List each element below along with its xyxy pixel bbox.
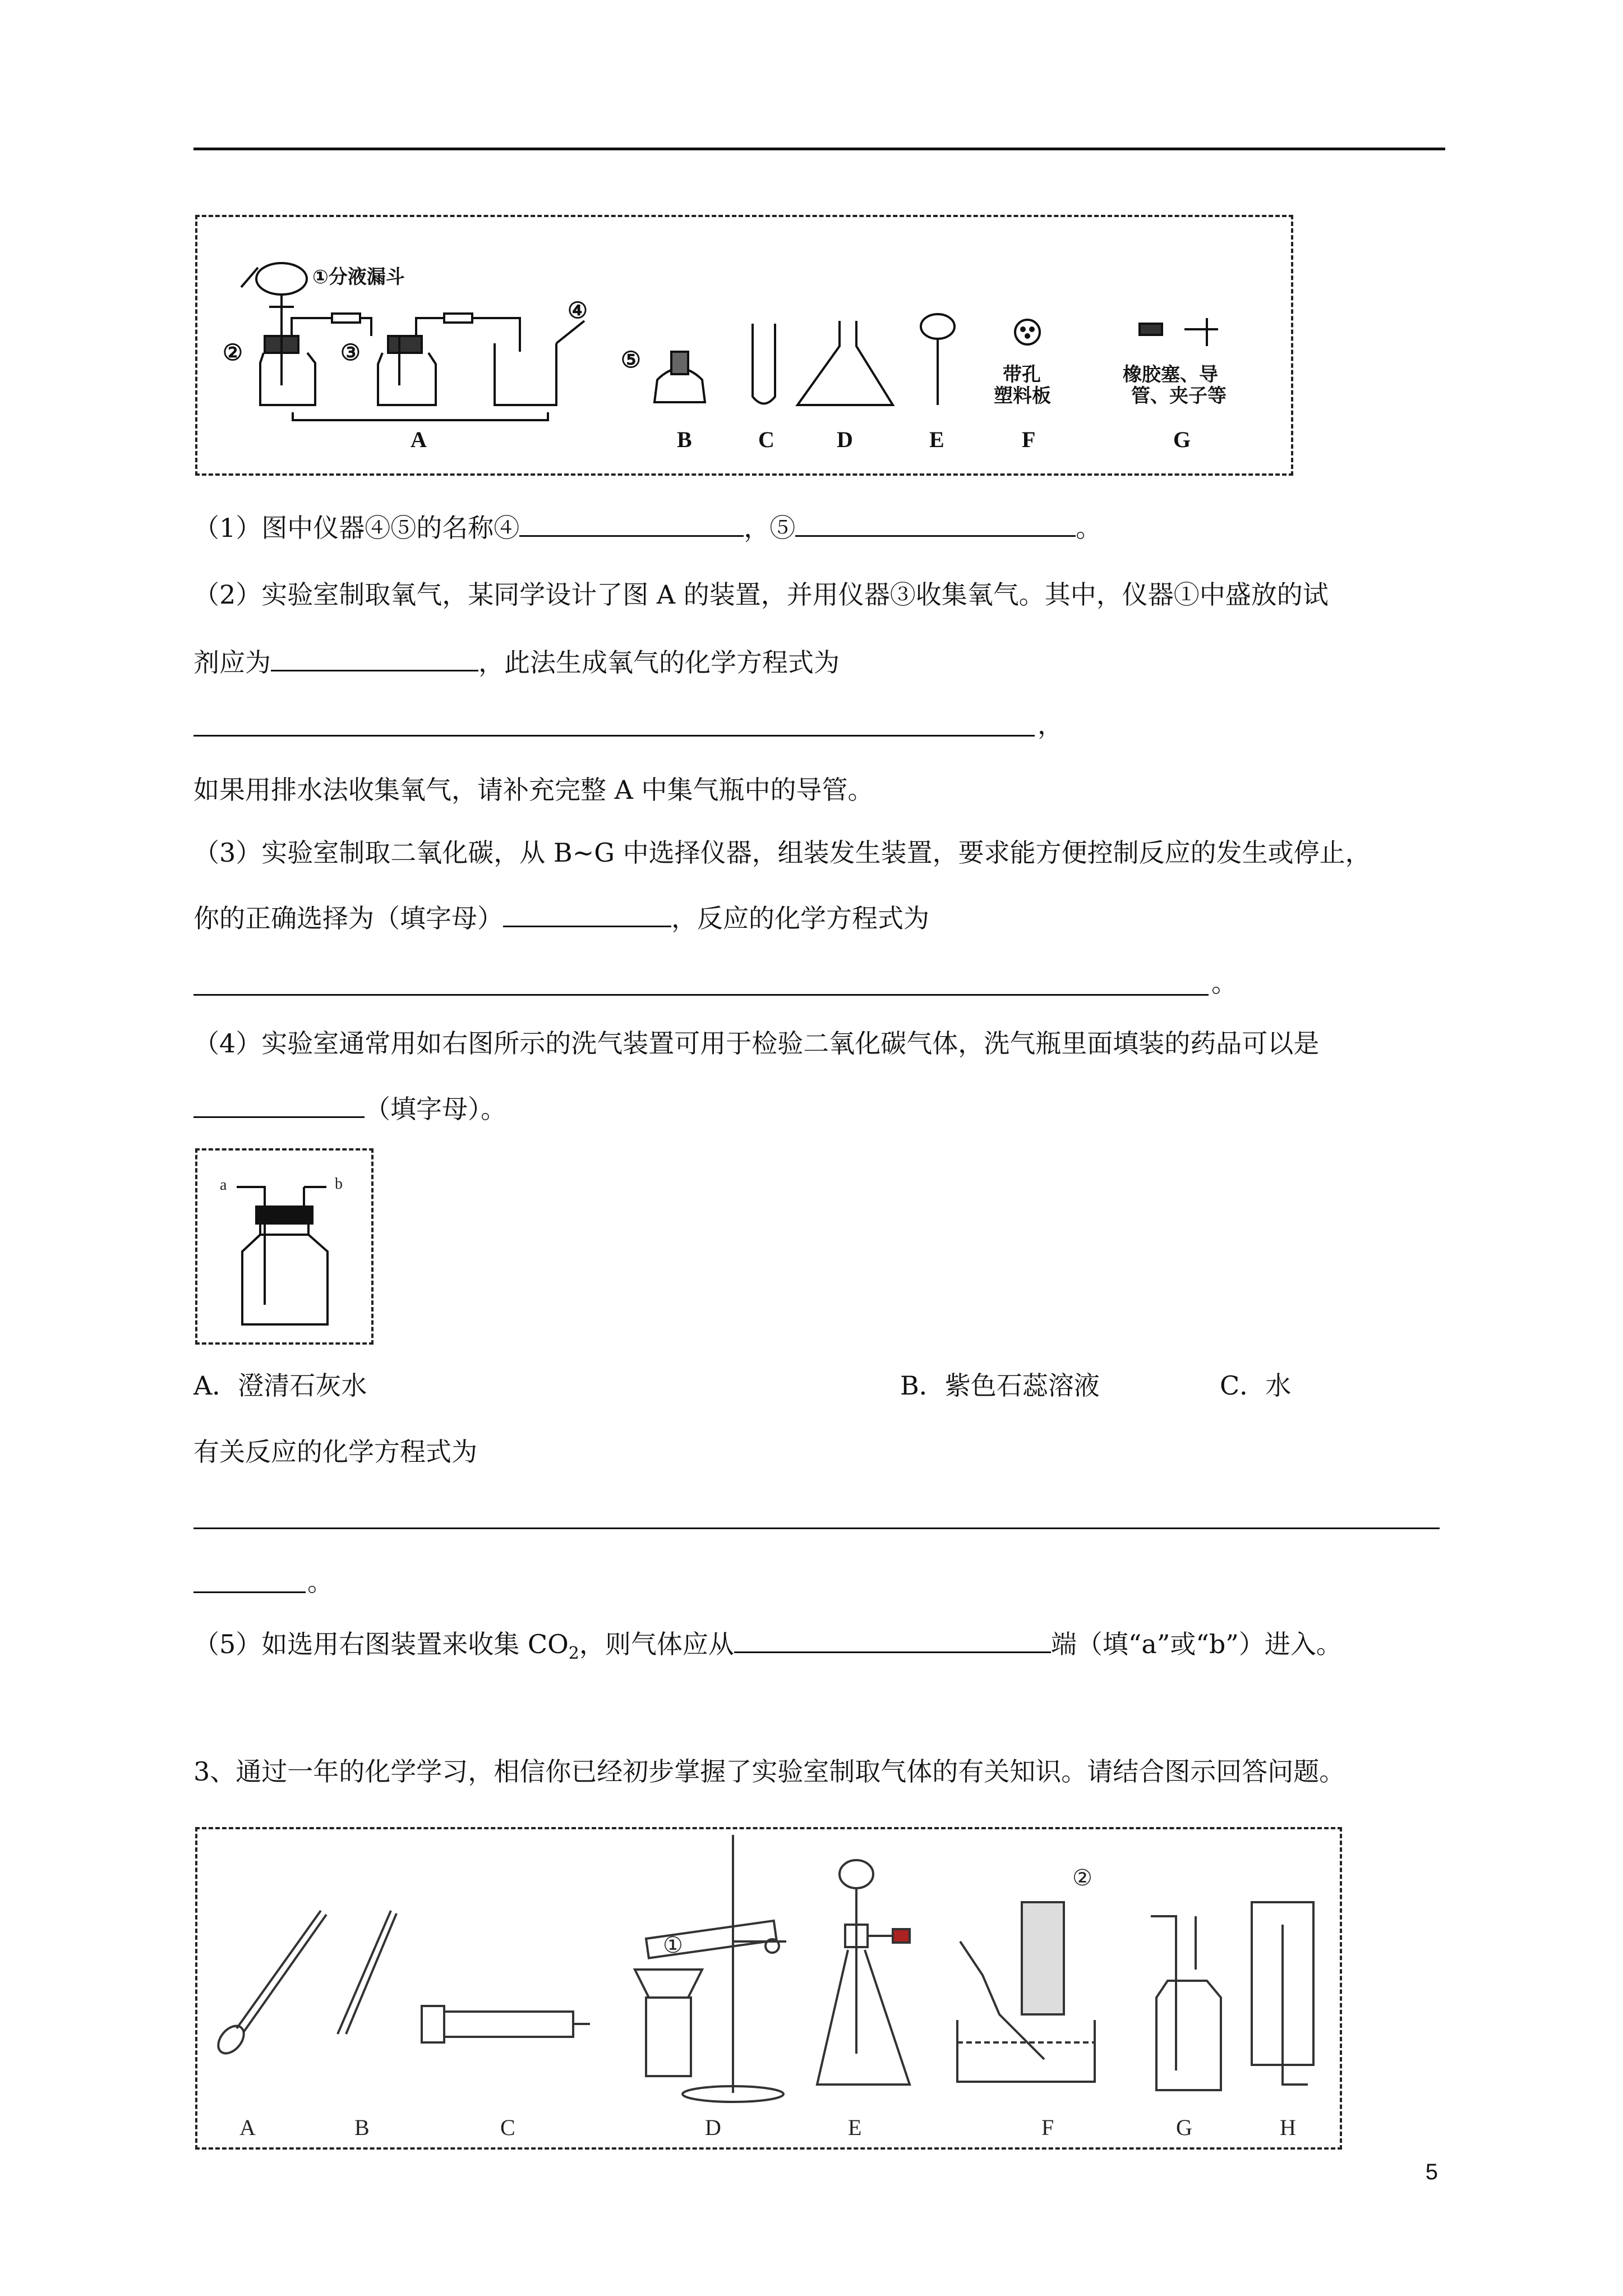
label-F-text1: 带孔 — [1003, 364, 1041, 386]
q3-line1: （3）实验室制取二氧化碳，从 B~G 中选择仪器，组装发生装置，要求能方便控制反应的发生或停止， — [193, 838, 1371, 868]
q4-option-a: A．澄清石灰水 — [193, 1370, 367, 1401]
q3-main-text: 3、通过一年的化学学习，相信你已经初步掌握了实验室制取气体的有关知识。请结合图示回答问题。 — [193, 1756, 1345, 1787]
label-C: C — [758, 427, 774, 452]
label-G-fig3: G — [1176, 2115, 1192, 2140]
label-E-fig3: E — [848, 2115, 862, 2140]
q2-equation-blank[interactable] — [193, 735, 1035, 737]
q1-text-c: 。 — [1076, 513, 1102, 543]
q2-blank-reagent[interactable] — [271, 644, 478, 671]
q2-line2-b: ，此法生成氧气的化学方程式为 — [478, 647, 840, 678]
q5-blank-end[interactable] — [734, 1626, 1051, 1653]
bottle-label-b: b — [335, 1175, 343, 1193]
label-circled-1: ① — [663, 1932, 683, 1958]
q2-line3-end: ， — [1038, 710, 1063, 740]
q1-text-a: （1）图中仪器④⑤的名称④ — [193, 513, 520, 543]
page-number: 5 — [1425, 2160, 1438, 2184]
label-F-text2: 塑料板 — [994, 385, 1051, 407]
label-A: A — [411, 427, 427, 452]
label-G-text2: 管、夹子等 — [1131, 385, 1227, 407]
q5-text-a: （5）如选用右图装置来收集 CO — [193, 1629, 569, 1659]
q1-blank-4[interactable] — [519, 509, 744, 537]
q4-line2-text: （填字母）。 — [365, 1094, 506, 1124]
q1-text-b: ，⑤ — [744, 513, 796, 543]
figure-apparatus-3 — [195, 1827, 1342, 2150]
label-H-fig3: H — [1280, 2115, 1296, 2140]
q1-line — [193, 509, 1101, 545]
label-circled-2: ② — [223, 340, 243, 365]
q3-line3-end: 。 — [1211, 968, 1237, 998]
label-F: F — [1022, 427, 1036, 452]
apparatus-1-drawing — [197, 217, 1291, 473]
q1-blank-5[interactable] — [795, 509, 1076, 537]
q4-equation-prompt: 有关反应的化学方程式为 — [193, 1437, 477, 1467]
label-B-fig3: B — [354, 2115, 370, 2140]
q3-line2-a: 你的正确选择为（填字母） — [193, 903, 503, 933]
label-G: G — [1173, 427, 1191, 452]
label-D-fig3: D — [705, 2115, 721, 2140]
label-G-text1: 橡胶塞、导 — [1123, 364, 1218, 386]
q3-blank-choice[interactable] — [503, 900, 671, 927]
q4-line1: （4）实验室通常用如右图所示的洗气装置可用于检验二氧化碳气体，洗气瓶里面填装的药品可以是 — [193, 1028, 1320, 1059]
label-D: D — [837, 427, 853, 452]
q2-line1: （2）实验室制取氧气，某同学设计了图 A 的装置，并用仪器③收集氧气。其中，仪器①中盛放的试 — [193, 579, 1329, 610]
label-circled-3: ③ — [340, 340, 361, 365]
q5-text-b: ，则气体应从 — [579, 1629, 734, 1659]
label-separating-funnel: ①分液漏斗 — [312, 266, 405, 288]
q4-blank-choice[interactable] — [193, 1091, 365, 1118]
q4-equation-blank-cont[interactable] — [193, 1591, 306, 1593]
label-A-fig3: A — [239, 2115, 256, 2140]
apparatus-3-drawing — [197, 1829, 1340, 2147]
label-circled-2-fig3: ② — [1072, 1865, 1092, 1890]
q2-line4: 如果用排水法收集氧气，请补充完整 A 中集气瓶中的导管。 — [193, 775, 874, 805]
label-B: B — [677, 427, 692, 452]
q4-option-b: B．紫色石蕊溶液 — [900, 1370, 1100, 1401]
label-C-fig3: C — [500, 2115, 515, 2140]
q5-subscript: 2 — [568, 1644, 579, 1664]
q5-text-c: 端（填“a”或“b”）进入。 — [1050, 1629, 1342, 1659]
q2-line2 — [193, 644, 840, 679]
q2-line2-a: 剂应为 — [193, 647, 271, 678]
q3-line2-b: ，反应的化学方程式为 — [671, 903, 929, 933]
figure-gas-washing-bottle — [195, 1148, 374, 1345]
label-E: E — [929, 427, 944, 452]
q3-line2 — [193, 900, 929, 935]
label-circled-5: ⑤ — [621, 347, 641, 372]
header-rule — [193, 148, 1445, 150]
q4-option-c: C．水 — [1220, 1370, 1292, 1401]
figure-apparatus-1 — [195, 215, 1293, 476]
bottle-label-a: a — [220, 1176, 227, 1194]
q4-end: 。 — [307, 1567, 333, 1597]
q5-line — [193, 1626, 1342, 1671]
label-F-fig3: F — [1041, 2115, 1054, 2140]
q4-line2 — [193, 1091, 506, 1126]
q4-equation-blank[interactable] — [193, 1527, 1440, 1529]
label-circled-4: ④ — [568, 298, 588, 323]
q3-equation-blank[interactable] — [193, 994, 1209, 996]
gas-washing-bottle-drawing — [197, 1151, 371, 1342]
